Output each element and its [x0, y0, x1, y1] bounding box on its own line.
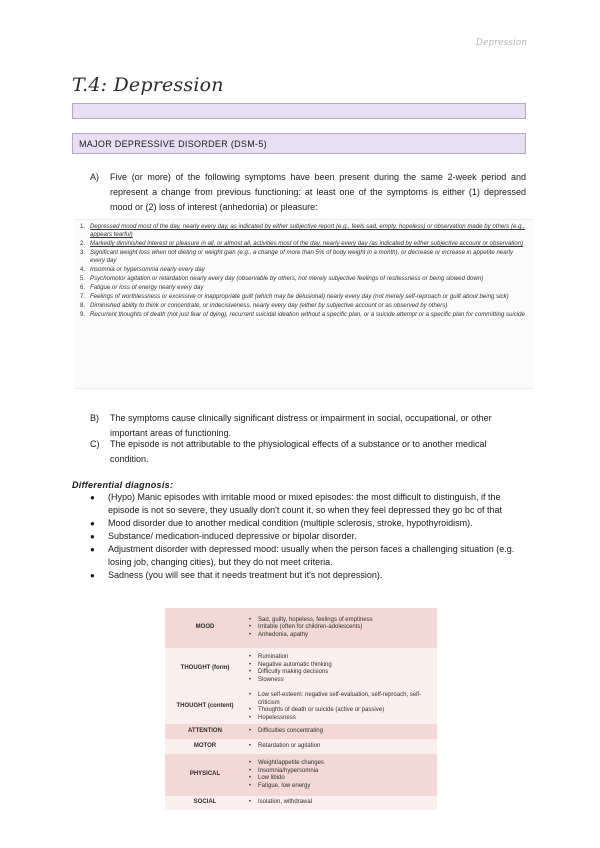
- differential-list: [90, 491, 530, 582]
- list-item: • Difficulties concentrating: [249, 727, 323, 734]
- list-item: • Anhedonia, apathy: [249, 631, 309, 638]
- list-item: • Negative automatic thinking: [249, 661, 332, 668]
- bullet-icon: ●: [90, 519, 95, 528]
- criteria-item: 4. Insomnia or hypersomnia nearly every day: [80, 266, 205, 273]
- list-item: • Slowness: [249, 676, 284, 683]
- list-item: • Fatigue, low energy: [249, 782, 311, 789]
- table-row: ATTENTION • Difficulties concentrating: [165, 724, 437, 739]
- list-item: • Insomnia/hypersomnia: [249, 767, 319, 774]
- list-item: • Thoughts of death or suicide (active or passive): [249, 707, 385, 713]
- list-item: ● Adjustment disorder with depressed mood: usually when the person faces a challenging situation (e.g. losing job, changing cities), but they do not meet criteria.: [90, 544, 515, 567]
- list-item: • Difficulty making decisions: [249, 669, 329, 675]
- criterion-letter: A): [90, 172, 99, 182]
- criterion-a: [90, 170, 526, 215]
- table-row: MOTOR • Retardation or agitation: [165, 739, 437, 754]
- running-header: Depression: [475, 38, 527, 48]
- dsm-criteria-list: [74, 219, 534, 389]
- criterion-c: [90, 437, 526, 467]
- criteria-item: 7. Feelings of worthlessness or excessive or inappropriate guilt (which may be delusional) nearly every day (not merely self-reproach or guilt about being sick): [80, 293, 509, 300]
- criteria-item: 6. Fatigue or loss of energy nearly every day: [80, 284, 204, 291]
- list-item: ● Substance/ medication-induced depressive or bipolar disorder.: [90, 531, 357, 541]
- table-row: THOUGHT (form) • Rumination • Negative automatic thinking • Difficulty making decisions • Slowness: [165, 648, 437, 690]
- criterion-letter: C): [90, 439, 100, 449]
- criteria-item: 2. Markedly diminished interest or pleasure in all, or almost all, activities most of the day, nearly every day (as indicated by either subjective account or observation): [80, 240, 524, 247]
- list-item: • Low libido: [249, 775, 285, 781]
- list-item: • Rumination: [249, 654, 289, 660]
- bullet-icon: ●: [90, 493, 95, 502]
- list-item: • Irritable (often for children-adolescents): [249, 624, 363, 631]
- list-item: ● Sadness (you will see that it needs treatment but it's not depression).: [90, 570, 383, 580]
- criteria-item: 9. Recurrent thoughts of death (not just fear of dying), recurrent suicidal ideation without a specific plan, or a suicide attempt or a specific plan for committing suicide: [80, 311, 525, 318]
- list-item: ● Mood disorder due to another medical condition (multiple sclerosis, stroke, hypothyroidism).: [90, 518, 473, 528]
- bullet-icon: ●: [90, 571, 95, 580]
- criteria-item: 5. Psychomotor agitation or retardation nearly every day (observable by others, not merely subjective feelings of restlessness or being slowed down): [80, 275, 484, 282]
- list-item: ● (Hypo) Manic episodes with irritable mood or mixed episodes: the most difficult to distinguish, if the episode is not so severe, they usually don't count it, so when they feel depressed they go bc of that: [90, 492, 502, 515]
- symptom-table: [165, 608, 437, 810]
- criteria-item: 8. Diminished ability to think or concentrate, or indecisiveness, nearly every day (either by subjective account or as observed by others): [80, 302, 448, 309]
- page-title: T.4: Depression: [72, 74, 224, 96]
- section-heading: MAJOR DEPRESSIVE DISORDER (DSM-5): [72, 133, 526, 154]
- criterion-text: The symptoms cause clinically significant distress or impairment in social, occupational, or other important areas of functioning.: [110, 413, 492, 438]
- criterion-text: The episode is not attributable to the physiological effects of a substance or to another medical condition.: [110, 439, 487, 464]
- list-item: • Sad, guilty, hopeless, feelings of emptiness: [249, 616, 373, 623]
- table-row: PHYSICAL • Weight/appetite changes • Insomnia/hypersomnia • Low libido • Fatigue, low energy: [165, 754, 437, 796]
- criterion-letter: B): [90, 413, 99, 423]
- decorative-bar: [72, 103, 526, 119]
- criterion-text: Five (or more) of the following symptoms have been present during the same 2-week period and represent a change from previous functioning: at least one of the symptoms is either (1) depressed mood or (2) loss of interest (anhedonia) or pleasure:: [110, 172, 526, 212]
- list-item: • Isolation, withdrawal: [249, 799, 313, 806]
- table-row: SOCIAL • Isolation, withdrawal: [165, 796, 437, 810]
- table-row: MOOD • Sad, guilty, hopeless, feelings of emptiness • Irritable (often for children-adolescents) • Anhedonia, apathy: [165, 608, 437, 648]
- list-item: • Retardation or agitation: [249, 742, 321, 749]
- list-item: • Hopelessness: [249, 714, 296, 721]
- table-row: THOUGHT (content) • Low self-esteem: negative self-evaluation, self-reproach, self-criticism • Thoughts of death or suicide (active or passive) • Hopelessness: [165, 690, 437, 724]
- differential-heading: Differential diagnosis:: [72, 480, 174, 490]
- list-item: • Low self-esteem: negative self-evaluation, self-reproach, self-criticism: [249, 692, 422, 706]
- bullet-icon: ●: [90, 532, 95, 541]
- criteria-item: 3. Significant weight loss when not dieting or weight gain (e.g., a change of more than 5% of body weight in a month), or decrease or increase in appetite nearly every day: [80, 249, 514, 264]
- bullet-icon: ●: [90, 545, 95, 554]
- criteria-item: 1. Depressed mood most of the day, nearly every day, as indicated by either subjective report (e.g., feels sad, empty, hopeless) or observation made by others (e.g., appears tearful): [80, 223, 525, 238]
- list-item: • Weight/appetite changes: [249, 760, 324, 766]
